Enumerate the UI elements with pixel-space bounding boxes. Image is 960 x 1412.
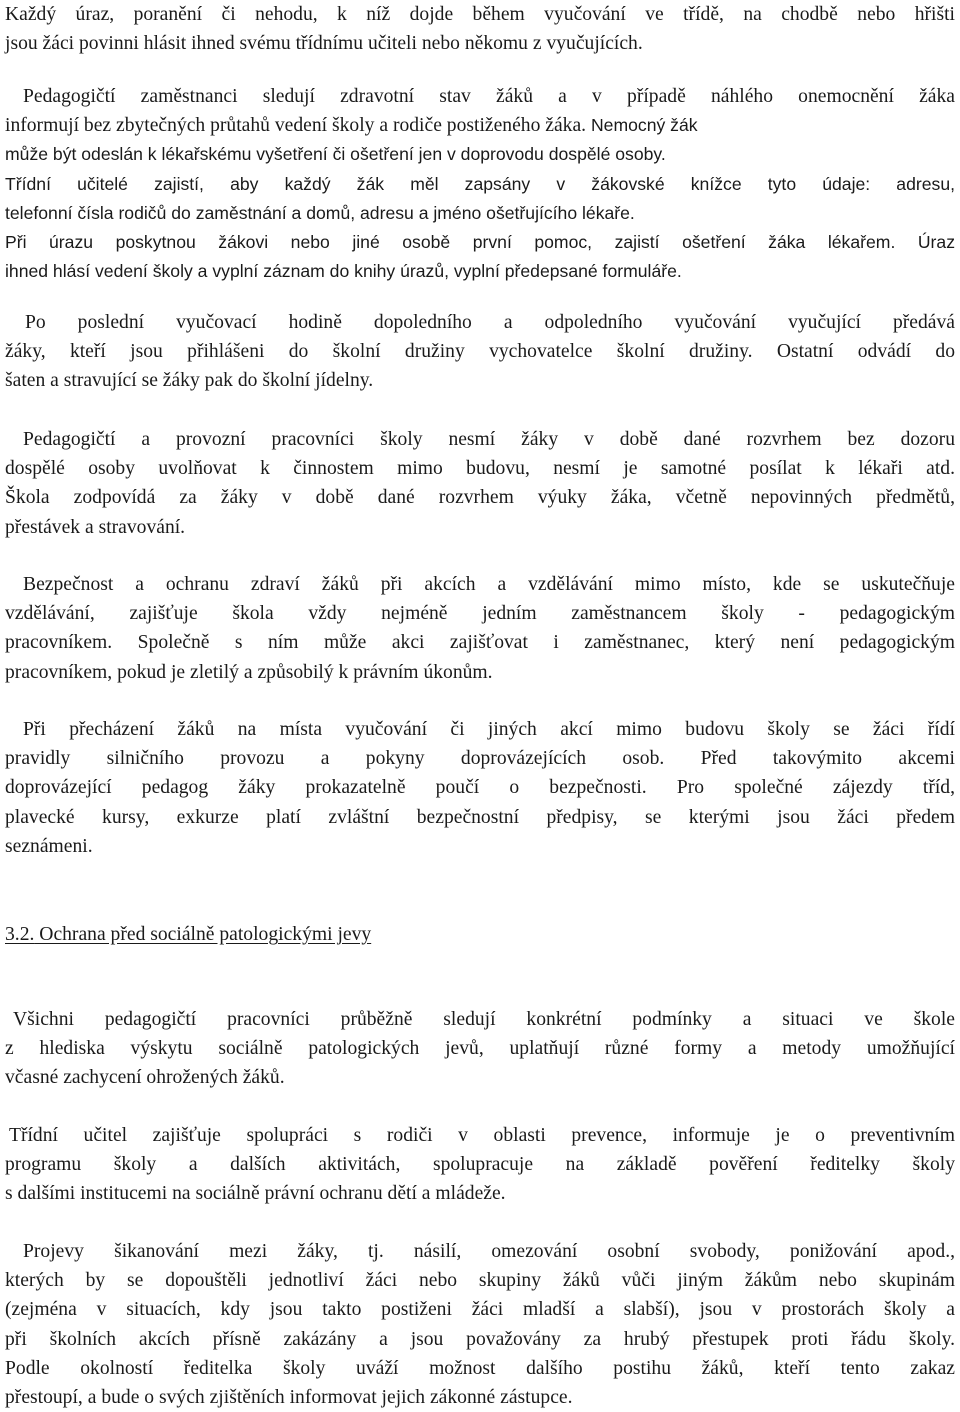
paragraph-safety-events [5,570,955,687]
paragraph-bullying [5,1237,955,1412]
text-line: pracovníkem, pokud je zletilý a způsobilý k právním úkonům. [5,661,493,683]
text-line: šaten a stravující se žáky pak do školní jídelny. [5,370,374,392]
text-line: Pedagogičtí zaměstnanci sledují zdravotní stav žáků a v případě náhlého onemocnění žáka [23,86,955,107]
section-heading [5,920,371,949]
text-line: přestávek a stravování. [5,516,186,538]
text-line: vzdělávání, zajišťuje škola vždy nejméně jedním zaměstnancem školy - pedagogickým [5,603,955,625]
text-line: žáky, kteří jsou přihlášeni do školní družiny vychovatelce školní družiny. Ostatní odvádí do [5,341,955,363]
text-line: s dalšími institucemi na sociálně právní ochranu dětí a mládeže. [5,1183,506,1205]
text-line: Podle okolností ředitelka školy uváží možnost dalšího postihu žáků, kteří tento zakaz [5,1357,955,1379]
text-line: Třídní učitelé zajistí, aby každý žák měl zapsány v žákovské knížce tyto údaje: adresu, [5,173,955,194]
text-line: Při úrazu poskytnou žákovi nebo jiné osobě první pomoc, zajistí ošetření žáka lékařem. Úraz [5,231,955,252]
section-number: 3.2. [5,924,35,945]
text-line: dospělé osoby uvolňovat k činnostem mimo budovu, nesmí je samotné posílat k lékaři atd. [5,458,955,480]
paragraph-health-monitoring [5,82,955,286]
paragraph-injury-reporting [5,0,955,58]
text-line: Každý úraz, poranění či nehodu, k níž dojde během vyučování ve třídě, na chodbě nebo hřišti [5,4,955,25]
text-line: Bezpečnost a ochranu zdraví žáků při akcích a vzdělávání mimo místo, kde se uskutečňuje [23,574,955,595]
text-segment: informují bez zbytečných průtahů vedení školy a rodiče postiženého žáka. [5,115,587,137]
paragraph-supervision [5,425,955,542]
text-line: doprovázející pedagog žáky prokazatelně poučí o bezpečnosti. Pro společné zájezdy tříd, [5,777,955,799]
text-line: (zejména v situacích, kdy jsou takto postiženi žáci mladší a slabší), jsou v prostorách školy a [5,1299,955,1321]
text-line: pravidly silničního provozu a pokyny doprovázejících osob. Před takovýmito akcemi [5,748,955,770]
text-line [5,111,955,140]
text-line: seznámeni. [5,835,93,857]
text-line: ihned hlásí vedení školy a vyplní záznam do knihy úrazů, vyplní předepsané formuláře. [5,261,682,282]
section-title: Ochrana před sociálně patologickými jevy [34,924,372,945]
text-line: přestoupí, a bude o svých zjištěních informovat jejich zákonné zástupce. [5,1386,573,1408]
text-line: pracovníkem. Společně s ním může akci zajišťovat i zaměstnanec, který není pedagogickým [5,632,955,654]
paragraph-class-teacher [5,1121,955,1209]
text-line: jsou žáci povinni hlásit ihned svému třídnímu učiteli nebo někomu z vyučujících. [5,33,643,55]
text-line: Projevy šikanování mezi žáky, tj. násilí, omezování osobní svobody, ponižování apod., [23,1241,955,1262]
text-line: programu školy a dalších aktivitách, spolupracuje na základě pověření ředitelky školy [5,1154,955,1176]
text-line: z hlediska výskytu sociálně patologických jevů, uplatňují různé formy a metody umožňující [5,1038,955,1060]
text-line: Po poslední vyučovací hodině dopoledního a odpoledního vyučování vyučující předává [25,312,955,333]
text-line: Třídní učitel zajišťuje spolupráci s rodiči v oblasti prevence, informuje je o preventivním [9,1125,955,1146]
text-line: Při přecházení žáků na místa vyučování či jiných akcí mimo budovu školy se žáci řídí [23,719,955,740]
text-line: telefonní čísla rodičů do zaměstnání a domů, adresu a jméno ošetřujícího lékaře. [5,202,635,223]
text-segment: Nemocný žák [586,115,698,136]
paragraph-after-lessons [5,308,955,396]
text-line: Škola zodpovídá za žáky v době dané rozvrhem výuky žáka, včetně nepovinných předmětů, [5,487,955,509]
text-line: včasné zachycení ohrožených žáků. [5,1067,285,1089]
text-line: při školních akcích přísně zakázány a jsou považovány za hrubý přestupek proti řádu školy. [5,1328,955,1350]
text-line: Všichni pedagogičtí pracovníci průběžně sledují konkrétní podmínky a situaci ve škole [13,1009,955,1030]
text-line: Pedagogičtí a provozní pracovníci školy nesmí žáky v době dané rozvrhem bez dozoru [23,429,955,450]
text-line: plavecké kursy, exkurze platí zvláštní bezpečnostní předpisy, se kterými jsou žáci předem [5,806,955,828]
text-line: kterých by se dopouštěli jednotliví žáci nebo skupiny žáků vůči jiným žákům nebo skupinám [5,1270,955,1292]
text-line: může být odeslán k lékařskému vyšetření či ošetření jen v doprovodu dospělé osoby. [5,144,666,165]
paragraph-crossing [5,715,955,861]
paragraph-monitoring-staff [5,1005,955,1093]
